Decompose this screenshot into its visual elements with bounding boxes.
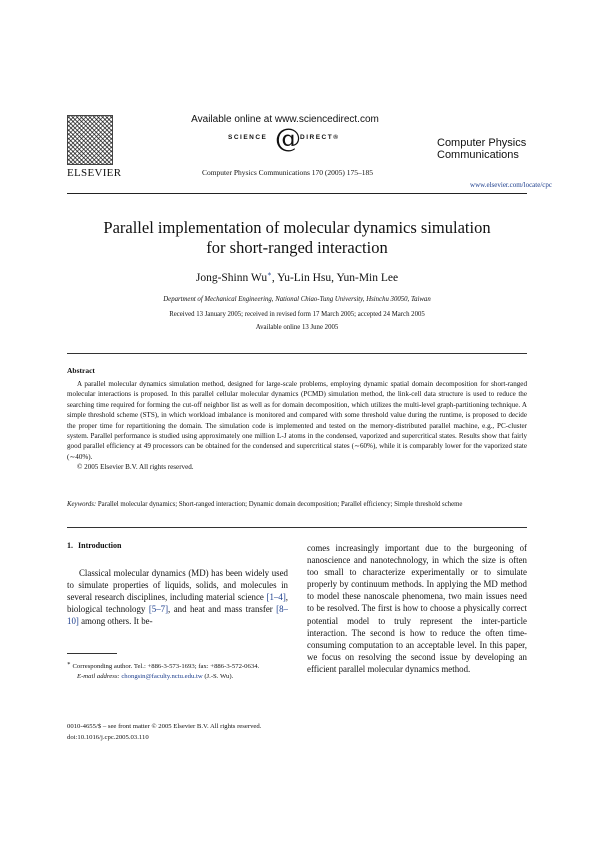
footnote-email-line	[67, 672, 288, 682]
section-heading	[67, 541, 121, 550]
reference-link-2[interactable]: [5–7]	[148, 604, 169, 615]
keywords	[67, 500, 527, 510]
keywords-label: Keywords:	[67, 501, 97, 508]
footnote-corresponding	[67, 659, 288, 672]
keywords-list: Parallel molecular dynamics; Short-ranged interaction; Dynamic domain decomposition; Parallel efficiency; Simple threshold scheme	[97, 501, 463, 508]
abstract-heading: Abstract	[67, 366, 95, 375]
sciencedirect-at-icon: @	[275, 124, 301, 154]
journal-title-line2: Communications	[437, 149, 519, 161]
sciencedirect-availability: Available online at www.sciencedirect.com	[191, 114, 379, 125]
reference-link-3[interactable]: [8–10]	[67, 604, 288, 627]
issn-line: 0010-4655/$ – see front matter © 2005 Elsevier B.V. All rights reserved.	[67, 723, 262, 730]
abstract-bottom-divider	[67, 527, 527, 528]
journal-citation: Computer Physics Communications 170 (2005) 175–185	[201, 168, 374, 177]
sciencedirect-right-word: DIRECT®	[300, 134, 340, 141]
intro-text-3: , and heat and mass transfer	[168, 604, 277, 615]
body-column-left	[67, 567, 288, 627]
intro-paragraph-right: comes increasingly important due to the burgeoning of nanoscience and nanotechnology, in which the size is often too small to characterize experimentally or to simulate properly by continuum methods. In applying the MD method to model these nanoscale phenomena, two main issues need to be resolved. The first is how to choose a physically correct potential model to truly represent the inter-particle interaction. The second is how to reduce the often time-consuming computation to an acceptable level. In this paper, we focus on resolving the second issue by developing an efficient parallel molecular dynamics method.	[307, 543, 527, 674]
section-title: Introduction	[78, 541, 122, 550]
journal-url-link[interactable]: www.elsevier.com/locate/cpc	[470, 181, 552, 189]
intro-text-1: Classical molecular dynamics (MD) has been widely used to simulate properties of liquids, solids, and molecules in several research disciplines, including material science	[67, 568, 288, 603]
author-primary: Jong-Shinn Wu	[195, 271, 268, 284]
sciencedirect-left-word: SCIENCE	[228, 134, 268, 141]
abstract-body	[67, 379, 527, 473]
received-dates: Received 13 January 2005; received in revised form 17 March 2005; accepted 24 March 2005	[169, 311, 425, 318]
intro-text-4: among others. It be-	[78, 616, 153, 627]
elsevier-tree-icon	[67, 115, 113, 165]
journal-title	[437, 137, 547, 161]
journal-title-line1: Computer Physics	[437, 137, 527, 149]
available-online-date: Available online 13 June 2005	[255, 324, 339, 331]
article-title-line1: Parallel implementation of molecular dynamics simulation	[103, 218, 491, 237]
footnote-text: Corresponding author. Tel.: +886-3-573-1693; fax: +886-3-572-0634.	[70, 663, 260, 671]
front-matter-info	[67, 722, 367, 743]
reference-link-1[interactable]: [1–4]	[266, 592, 286, 603]
abstract-text: A parallel molecular dynamics simulation method, designed for large-scale problems, employing dynamic spatial domain decomposition for short-ranged molecular interactions is proposed. In this parallel cellular molecular dynamics (PCMD) simulation method, the link-cell data structure is used to reduce the searching time required for forming the cut-off neighbor list as well as for domain decomposition, which utilizes the multi-level graph-partitioning technique. A simple threshold scheme (STS), in which workload imbalance is monitored and compared with some threshold value during the runtime, is proposed to decide the proper time for repartitioning the domain. The simulation code is implemented and tested on the memory-distributed parallel machine, e.g., PC-cluster system. Parallel performance is studied using approximately one million L-J atoms in the condensed, vaporized and supercritical states. Results show that fairly good parallel efficiency at 49 processors can be obtained for the condensed and supercritical states (∼60%), while it is comparably lower for the vaporized state (∼40%).	[67, 380, 527, 461]
section-number: 1.	[67, 541, 73, 550]
intro-text-2: , biological technology	[67, 592, 288, 615]
corresponding-author-link[interactable]: ∗	[267, 270, 272, 278]
publisher-name: ELSEVIER	[67, 167, 122, 179]
article-title-line2: for short-ranged interaction	[206, 238, 388, 257]
header-divider	[67, 193, 527, 194]
affiliation: Department of Mechanical Engineering, National Chiao-Tung University, Hsinchu 30050, Taiwan	[163, 296, 431, 303]
email-label: E-mail address:	[77, 673, 120, 681]
footnote	[67, 659, 288, 682]
doi-line: doi:10.1016/j.cpc.2005.03.110	[67, 733, 149, 741]
sciencedirect-logo	[228, 124, 348, 154]
body-column-right	[307, 542, 527, 675]
email-suffix: (J.-S. Wu).	[202, 673, 234, 681]
article-title	[67, 218, 527, 258]
footnote-divider	[67, 653, 117, 654]
authors	[67, 270, 527, 284]
authors-rest: , Yu-Lin Hsu, Yun-Min Lee	[271, 271, 399, 284]
abstract-top-divider	[67, 353, 527, 354]
footnote-marker: ∗	[67, 661, 71, 667]
elsevier-logo	[67, 115, 122, 179]
intro-paragraph-left	[67, 567, 288, 627]
abstract-copyright: © 2005 Elsevier B.V. All rights reserved.	[77, 463, 194, 472]
email-link[interactable]: chongsin@faculty.nctu.edu.tw	[121, 673, 203, 681]
